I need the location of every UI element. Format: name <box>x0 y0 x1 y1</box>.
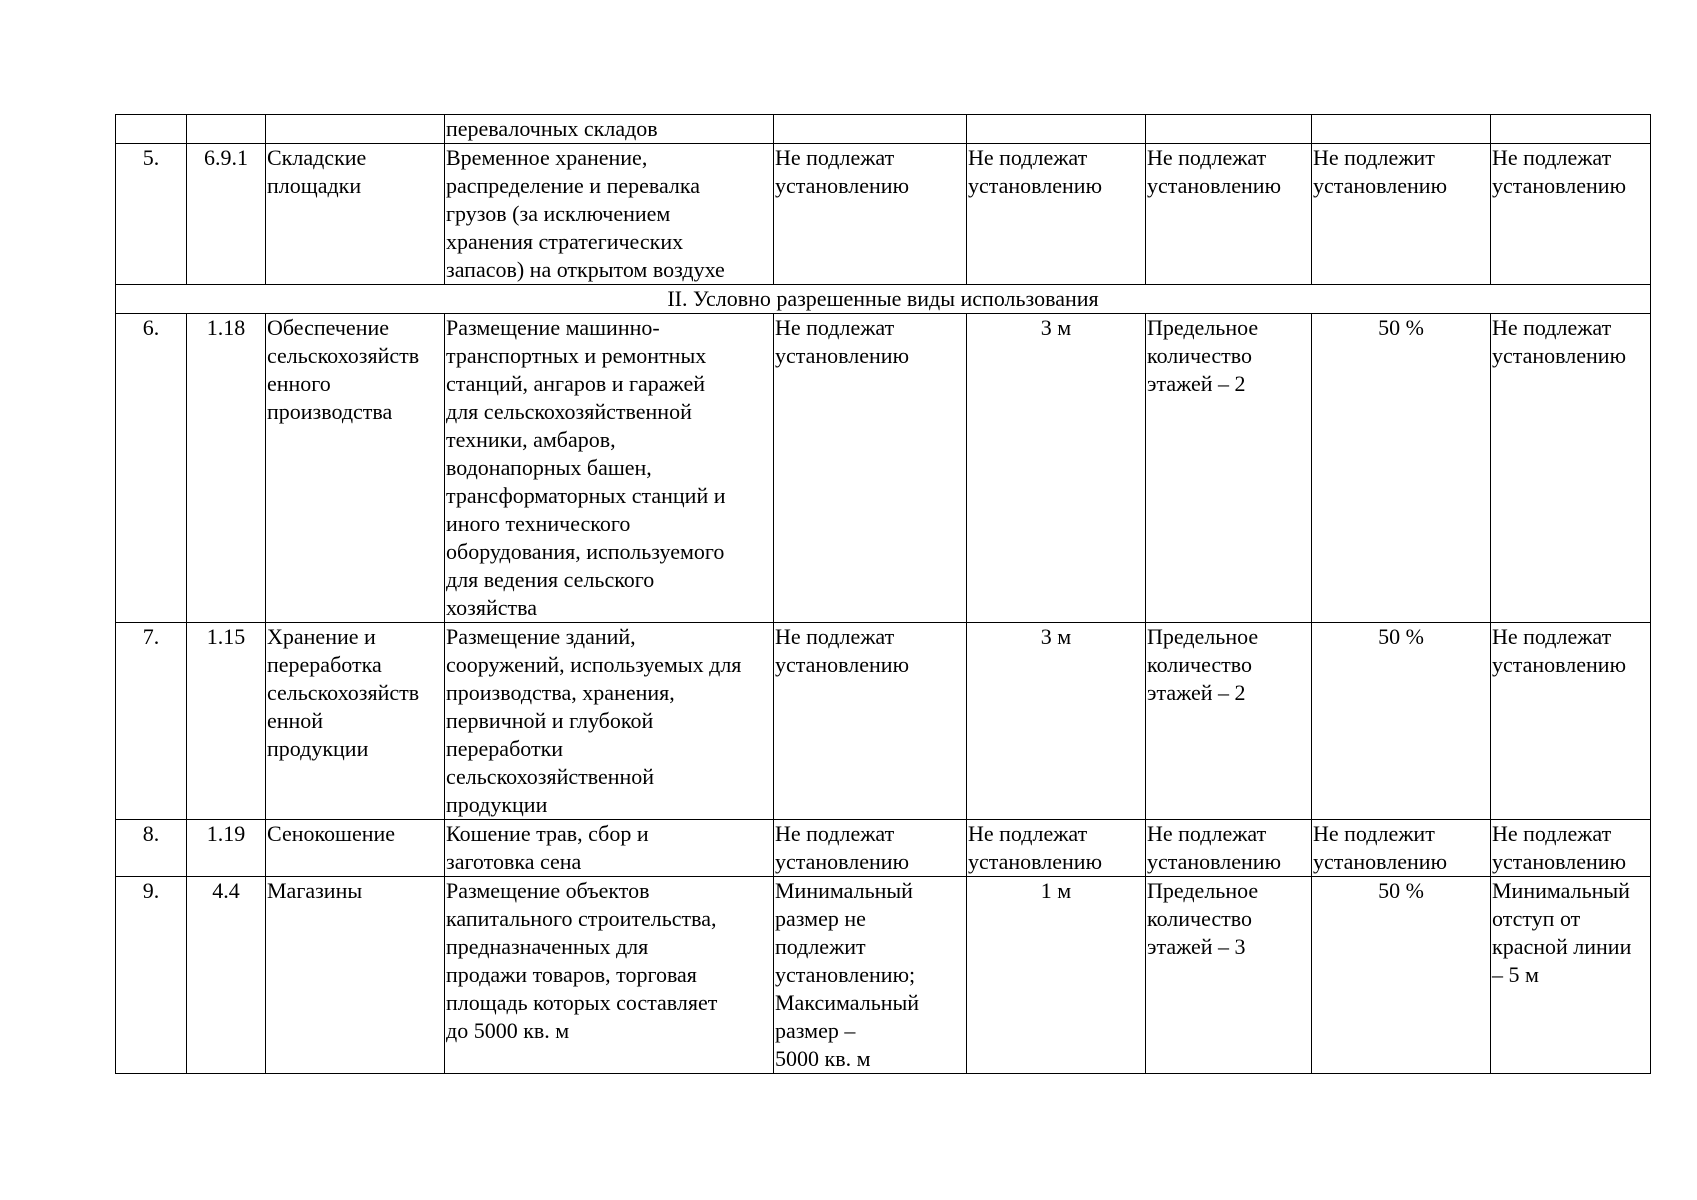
cell-col5: Не подлежат установлению <box>774 314 967 623</box>
table-row <box>116 115 1651 144</box>
cell-col9: Не подлежат установлению <box>1491 820 1651 877</box>
cell-col7 <box>1146 115 1312 144</box>
cell-num: 9. <box>116 877 187 1074</box>
cell-description: Размещение машинно- транспортных и ремонтных станций, ангаров и гаражей для сельскохозяйственной техники, амбаров, водонапорных башен, трансформаторных станций и иного технического оборудования, используемого для ведения сельского хозяйства <box>445 314 774 623</box>
cell-code: 1.19 <box>187 820 266 877</box>
cell-col9 <box>1491 115 1651 144</box>
cell-col6: 1 м <box>967 877 1146 1074</box>
cell-col9: Не подлежат установлению <box>1491 623 1651 820</box>
table-row <box>116 144 1651 285</box>
cell-col9: Минимальный отступ от красной линии – 5 м <box>1491 877 1651 1074</box>
cell-col7: Не подлежат установлению <box>1146 820 1312 877</box>
cell-col6: Не подлежат установлению <box>967 144 1146 285</box>
cell-num <box>116 115 187 144</box>
table-row <box>116 820 1651 877</box>
section-row <box>116 285 1651 314</box>
cell-name: Магазины <box>266 877 445 1074</box>
cell-name: Хранение и переработка сельскохозяйств енной продукции <box>266 623 445 820</box>
cell-col5 <box>774 115 967 144</box>
cell-code: 1.15 <box>187 623 266 820</box>
table-row <box>116 877 1651 1074</box>
cell-num: 6. <box>116 314 187 623</box>
cell-col8: 50 % <box>1312 314 1491 623</box>
cell-code <box>187 115 266 144</box>
cell-name: Обеспечение сельскохозяйств енного производства <box>266 314 445 623</box>
cell-col7: Предельное количество этажей – 3 <box>1146 877 1312 1074</box>
cell-col9: Не подлежат установлению <box>1491 144 1651 285</box>
table-row <box>116 314 1651 623</box>
cell-col8: 50 % <box>1312 877 1491 1074</box>
cell-description: Размещение зданий, сооружений, используемых для производства, хранения, первичной и глубокой переработки сельскохозяйственной продукции <box>445 623 774 820</box>
cell-description: Временное хранение, распределение и перевалка грузов (за исключением хранения стратегических запасов) на открытом воздухе <box>445 144 774 285</box>
cell-name <box>266 115 445 144</box>
cell-col8: Не подлежит установлению <box>1312 144 1491 285</box>
cell-col5: Не подлежат установлению <box>774 820 967 877</box>
cell-col6 <box>967 115 1146 144</box>
cell-code: 1.18 <box>187 314 266 623</box>
table-row <box>116 623 1651 820</box>
cell-col6: Не подлежат установлению <box>967 820 1146 877</box>
cell-num: 7. <box>116 623 187 820</box>
cell-num: 5. <box>116 144 187 285</box>
cell-col8 <box>1312 115 1491 144</box>
cell-col5: Не подлежат установлению <box>774 144 967 285</box>
cell-code: 4.4 <box>187 877 266 1074</box>
land-use-table <box>115 114 1651 1074</box>
cell-col6: 3 м <box>967 623 1146 820</box>
cell-num: 8. <box>116 820 187 877</box>
cell-col8: 50 % <box>1312 623 1491 820</box>
cell-name: Складские площадки <box>266 144 445 285</box>
cell-description: Кошение трав, сбор и заготовка сена <box>445 820 774 877</box>
cell-col7: Не подлежат установлению <box>1146 144 1312 285</box>
cell-name: Сенокошение <box>266 820 445 877</box>
cell-col6: 3 м <box>967 314 1146 623</box>
cell-col8: Не подлежит установлению <box>1312 820 1491 877</box>
cell-description: перевалочных складов <box>445 115 774 144</box>
cell-code: 6.9.1 <box>187 144 266 285</box>
section-heading: II. Условно разрешенные виды использования <box>116 285 1651 314</box>
cell-col5: Минимальный размер не подлежит установлению; Максимальный размер – 5000 кв. м <box>774 877 967 1074</box>
cell-description: Размещение объектов капитального строительства, предназначенных для продажи товаров, торговая площадь которых составляет до 5000 кв. м <box>445 877 774 1074</box>
cell-col7: Предельное количество этажей – 2 <box>1146 314 1312 623</box>
cell-col7: Предельное количество этажей – 2 <box>1146 623 1312 820</box>
cell-col5: Не подлежат установлению <box>774 623 967 820</box>
cell-col9: Не подлежат установлению <box>1491 314 1651 623</box>
